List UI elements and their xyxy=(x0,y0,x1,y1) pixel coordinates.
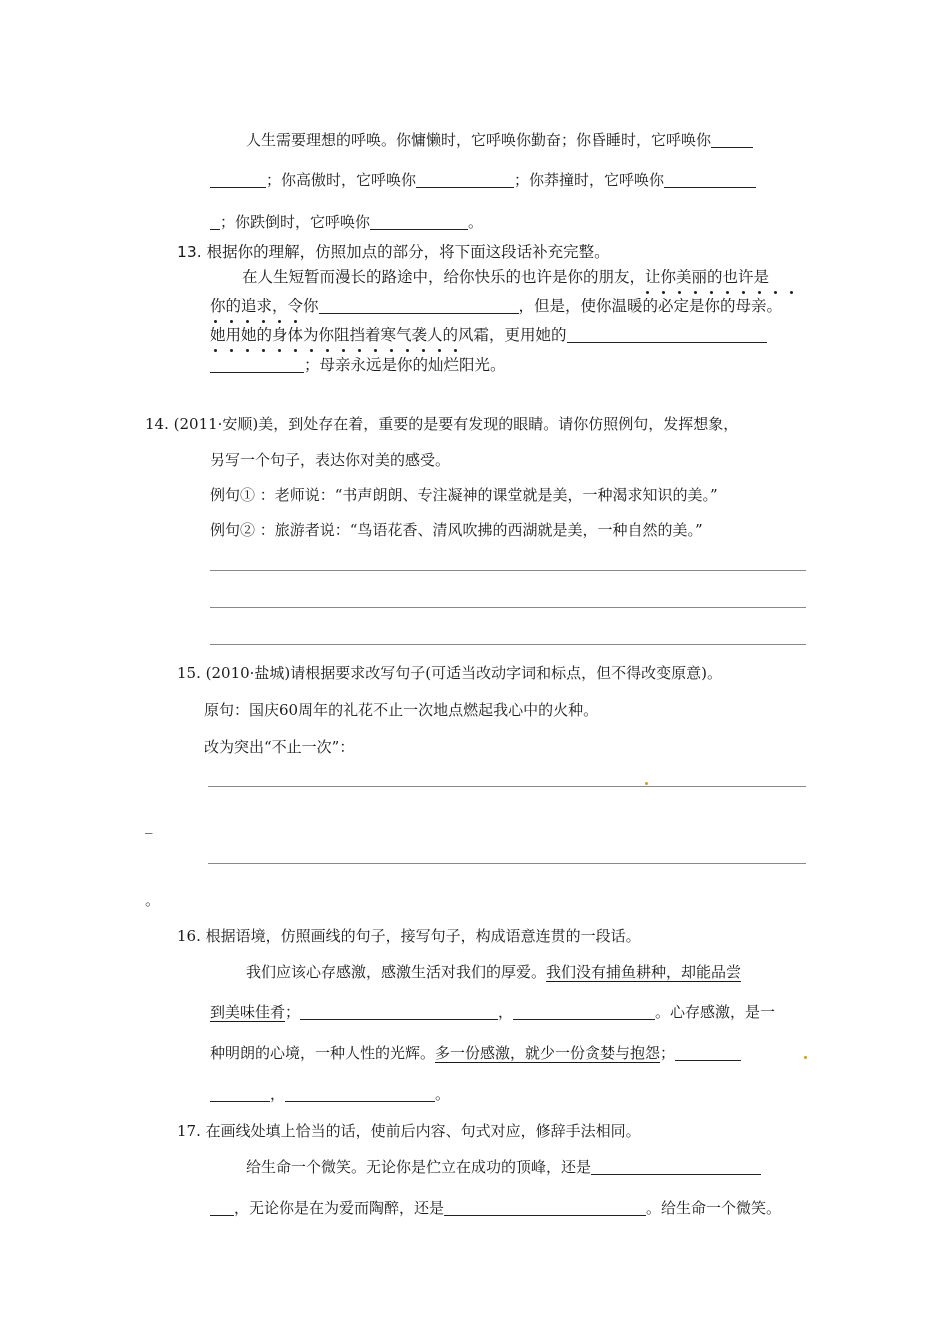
intro-line-2 xyxy=(210,170,756,190)
fill-blank[interactable] xyxy=(513,1004,655,1020)
intro-line-3 xyxy=(210,212,483,232)
q16-text-1a: 我们应该心存感激，感激生活对我们的厚爱。 xyxy=(246,963,547,981)
original-sentence: 原句：国庆60周年的礼花不止一次地点燃起我心中的火种。 xyxy=(204,701,599,719)
q16-line-2 xyxy=(210,1002,775,1022)
underlined-model-sentence: 到美味佳肴 xyxy=(210,1003,286,1021)
fill-blank[interactable] xyxy=(210,357,304,373)
answer-line[interactable] xyxy=(210,644,806,645)
q13-text-4: ；母亲永远是你的灿烂阳光。 xyxy=(304,356,506,374)
q13-text-3a: 她用她的身体为你阻挡着寒气袭人的风霜，更用她的 xyxy=(210,326,567,344)
stray-mark xyxy=(804,1056,807,1059)
fill-blank[interactable] xyxy=(675,1045,741,1061)
fill-blank[interactable] xyxy=(319,298,519,314)
q16-text-4a: ， xyxy=(270,1085,286,1103)
q17-text-2b: 。给生命一个微笑。 xyxy=(646,1199,782,1217)
q16-header xyxy=(177,926,641,946)
q15-period xyxy=(145,890,160,910)
q13-header xyxy=(177,242,610,262)
fill-blank[interactable] xyxy=(285,1086,435,1102)
fill-blank[interactable] xyxy=(210,172,266,188)
fill-blank[interactable] xyxy=(210,214,220,230)
question-prompt: 在画线处填上恰当的话，使前后内容、句式对应，修辞手法相同。 xyxy=(205,1122,641,1140)
q16-text-2c: ， xyxy=(498,1003,514,1021)
question-prompt: 根据语境，仿照画线的句子，接写句子，构成语意连贯的一段话。 xyxy=(205,927,641,945)
question-prompt: 根据你的理解，仿照加点的部分，将下面这段话补充完整。 xyxy=(206,243,610,261)
question-number: 13. xyxy=(177,243,202,261)
underlined-model-sentence: 多一份感激，就少一份贪婪与抱怨 xyxy=(435,1044,661,1062)
answer-line[interactable] xyxy=(210,607,806,608)
fill-blank[interactable] xyxy=(370,214,468,230)
q16-text-2d: 。心存感激，是一 xyxy=(655,1003,776,1021)
q14-header xyxy=(145,414,738,434)
fill-blank[interactable] xyxy=(711,132,753,148)
fill-blank[interactable] xyxy=(444,1200,646,1216)
intro-text-1: 人生需要理想的呼唤。你慵懒时，它呼唤你勤奋；你昏睡时，它呼唤你 xyxy=(246,131,712,149)
q16-text-3c: ； xyxy=(660,1044,676,1062)
q16-text-4b: 。 xyxy=(435,1085,451,1103)
intro-text-3b: 。 xyxy=(468,213,484,231)
fill-blank[interactable] xyxy=(210,1200,234,1216)
stray-period: 。 xyxy=(145,891,161,909)
q15-instruction xyxy=(204,737,354,757)
question-number: 14. xyxy=(145,415,169,433)
q17-line-1 xyxy=(246,1157,761,1177)
q14-example-1 xyxy=(210,485,718,505)
q17-line-2 xyxy=(210,1198,781,1218)
fill-blank[interactable] xyxy=(300,1004,498,1020)
q17-text-2a: ，无论你是在为爱而陶醉，还是 xyxy=(234,1199,445,1217)
q16-line-4 xyxy=(210,1084,450,1104)
question-prompt: (2010·盐城)请根据要求改写句子(可适当改动字词和标点，但不得改变原意)。 xyxy=(205,664,722,682)
example-sentence: 例句② ：旅游者说：“鸟语花香、清风吹拂的西湖就是美，一种自然的美。” xyxy=(210,521,703,539)
q14-prompt-line-2 xyxy=(210,450,450,470)
question-number: 16. xyxy=(177,927,201,945)
intro-line-1 xyxy=(246,130,753,150)
intro-text-2a: ；你高傲时，它呼唤你 xyxy=(266,171,417,189)
question-number: 17. xyxy=(177,1122,201,1140)
answer-line[interactable] xyxy=(208,863,806,864)
q17-text-1: 给生命一个微笑。无论你是伫立在成功的顶峰，还是 xyxy=(246,1158,592,1176)
question-prompt: (2011·安顺)美，到处存在着，重要的是要有发现的眼睛。请你仿照例句，发挥想象， xyxy=(173,415,739,433)
q14-example-2 xyxy=(210,520,703,540)
q13-text-2a: 你的追求，令你 xyxy=(210,297,319,315)
question-prompt-cont: 另写一个句子，表达你对美的感受。 xyxy=(210,451,451,469)
q15-header xyxy=(177,663,722,683)
q13-line-2 xyxy=(210,296,782,316)
underlined-model-sentence: 我们没有捕鱼耕种，却能品尝 xyxy=(546,963,742,981)
q16-text-3a: 种明朗的心境，一种人性的光辉。 xyxy=(210,1044,436,1062)
q13-line-4 xyxy=(210,355,506,375)
fill-blank[interactable] xyxy=(591,1159,761,1175)
q16-line-1 xyxy=(246,962,741,982)
q16-line-3 xyxy=(210,1043,741,1063)
q13-line-3 xyxy=(210,325,767,345)
q15-dash xyxy=(145,815,153,835)
q15-original xyxy=(204,700,598,720)
fill-blank[interactable] xyxy=(210,1086,270,1102)
intro-text-2c: 它呼唤你 xyxy=(604,171,665,189)
stray-dash: _ xyxy=(145,816,153,834)
fill-blank[interactable] xyxy=(416,172,514,188)
example-sentence: 例句① ：老师说：“书声朗朗、专注凝神的课堂就是美，一种渴求知识的美。” xyxy=(210,486,718,504)
rewrite-instruction: 改为突出“不止一次”： xyxy=(204,738,355,756)
q13-line-1 xyxy=(242,267,769,287)
stray-mark xyxy=(645,782,648,785)
q17-header xyxy=(177,1121,641,1141)
intro-text-2b: ；你莽撞时， xyxy=(514,171,605,189)
answer-line[interactable] xyxy=(210,570,806,571)
fill-blank[interactable] xyxy=(664,172,756,188)
question-number: 15. xyxy=(177,664,201,682)
q16-text-2b: ； xyxy=(285,1003,301,1021)
q13-text-1: 在人生短暂而漫长的路途中，给你快乐的也许是你的朋友，让你美丽的也许是 xyxy=(242,268,770,286)
q13-text-2b: ，但是，使你温暖的必定是你的母亲。 xyxy=(518,297,783,315)
fill-blank[interactable] xyxy=(567,327,767,343)
intro-text-3a: ；你跌倒时，它呼唤你 xyxy=(220,213,371,231)
answer-line[interactable] xyxy=(208,786,806,787)
